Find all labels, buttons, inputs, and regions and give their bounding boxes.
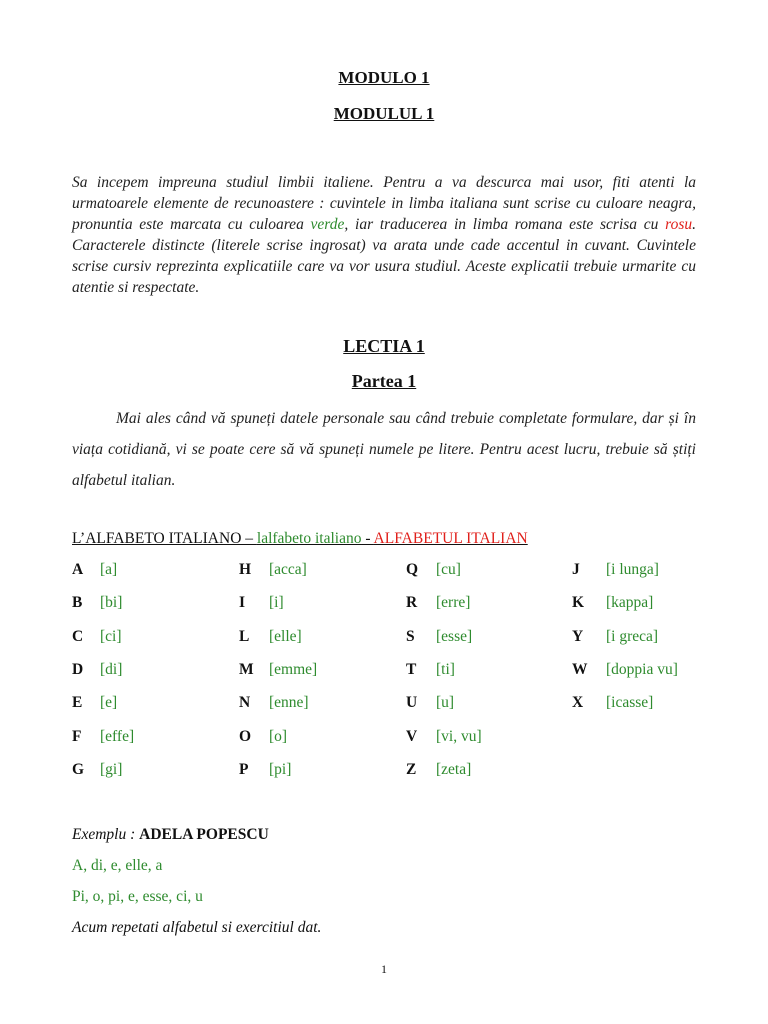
alphabet-letter: T (406, 660, 417, 678)
alphabet-entry (406, 661, 455, 679)
alphabet-entry (239, 628, 302, 646)
alphabet-entry (406, 728, 482, 746)
alphabet-pronunciation: [pi] (269, 760, 292, 778)
intro-text-3: . Caracterele distincte (literele scrise ingrosat) va arata unde cade accentul in cuvant. Cuvintele scrise cursiv reprezinta explicatiile care va vor usura studiul. Aceste explicatii trebuie urmarite cu atentie si respectate. (72, 216, 697, 296)
alphabet-entry (406, 761, 471, 779)
alphabet-letter: Q (406, 561, 419, 578)
example-line (72, 826, 269, 844)
alphabet-letter: S (406, 627, 415, 645)
alphabet-entry (239, 561, 307, 579)
alphabet-letter: F (72, 727, 82, 745)
alphabet-entry (72, 628, 122, 646)
alphabet-letter: E (72, 694, 83, 712)
alphabet-pronunciation: [esse] (436, 627, 473, 645)
alphabet-entry (72, 694, 117, 712)
alphabet-title-it: L’ALFABETO ITALIANO – (72, 530, 257, 547)
alphabet-letter: P (239, 760, 249, 778)
alphabet-letter: O (239, 727, 252, 745)
alphabet-entry (406, 694, 454, 712)
alphabet-letter: L (239, 627, 250, 645)
alphabet-entry (72, 561, 117, 579)
alphabet-pronunciation: [gi] (100, 760, 123, 778)
alphabet-entry (72, 661, 122, 679)
alphabet-letter: C (72, 627, 84, 645)
alphabet-pronunciation: [acca] (269, 561, 307, 578)
alphabet-pronunciation: [bi] (100, 594, 123, 612)
example-spelling-2: Pi, o, pi, e, esse, ci, u (72, 888, 203, 905)
alphabet-letter: V (406, 727, 418, 745)
example-label: Exemplu : (72, 826, 140, 843)
alphabet-letter: J (572, 561, 580, 578)
alphabet-entry (406, 628, 472, 646)
alphabet-entry (572, 694, 653, 712)
example-spelling-1: A, di, e, elle, a (72, 857, 163, 874)
alphabet-pronunciation: [icasse] (606, 694, 654, 712)
alphabet-pronunciation: [vi, vu] (436, 727, 482, 745)
alphabet-letter: Y (572, 627, 584, 645)
alphabet-entry (406, 561, 461, 579)
alphabet-entry (72, 728, 134, 746)
alphabet-entry (72, 594, 122, 612)
alphabet-letter: H (239, 561, 252, 578)
alphabet-title-ro: ALFABETUL ITALIAN (373, 530, 528, 547)
alphabet-pronunciation: [cu] (436, 561, 461, 578)
alphabet-entry (239, 728, 287, 746)
lesson-paragraph: Mai ales când vă spuneți datele personale sau când trebuie completate formulare, dar și în viața cotidiană, vi se poate cere să vă spuneți numele pe litere. Pentru acest lucru, trebuie să știți alfabetul italian. (72, 410, 696, 489)
page-number: 1 (381, 962, 387, 976)
alphabet-pronunciation: [enne] (269, 694, 309, 712)
alphabet-letter: Z (406, 760, 417, 778)
example-instruction: Acum repetati alfabetul si exercitiul dat. (72, 919, 322, 936)
alphabet-pronunciation: [doppia vu] (606, 660, 678, 678)
alphabet-pronunciation: [erre] (436, 594, 471, 612)
alphabet-letter: A (72, 561, 84, 578)
alphabet-pronunciation: [kappa] (606, 594, 654, 612)
lesson-subtitle: Partea 1 (351, 371, 417, 391)
alphabet-entry (72, 761, 122, 779)
alphabet-entry (572, 628, 658, 646)
alphabet-pronunciation: [a] (100, 561, 118, 578)
alphabet-title-sep: - (361, 530, 374, 547)
alphabet-letter: W (572, 660, 588, 678)
alphabet-pronunciation: [i] (269, 594, 284, 612)
alphabet-entry (406, 594, 470, 612)
alphabet-letter: M (239, 660, 254, 678)
alphabet-entry (239, 594, 284, 612)
alphabet-pronunciation: [ci] (100, 627, 122, 645)
alphabet-entry (239, 761, 291, 779)
alphabet-title (72, 530, 528, 548)
alphabet-pronunciation: [ti] (436, 660, 455, 678)
alphabet-letter: I (239, 594, 246, 612)
alphabet-letter: K (572, 594, 585, 612)
intro-red-word: rosu (665, 216, 693, 233)
alphabet-letter: D (72, 660, 84, 678)
alphabet-pronunciation: [u] (436, 694, 455, 712)
alphabet-pronunciation: [di] (100, 660, 123, 678)
lesson-title: LECTIA 1 (343, 336, 425, 356)
alphabet-entry (239, 694, 309, 712)
alphabet-title-pron: lalfabeto italiano (256, 530, 362, 547)
alphabet-entry (572, 561, 659, 579)
alphabet-letter: B (72, 594, 83, 612)
alphabet-pronunciation: [i greca] (606, 627, 659, 645)
alphabet-pronunciation: [emme] (269, 660, 318, 678)
alphabet-pronunciation: [e] (100, 694, 118, 712)
alphabet-letter: R (406, 594, 418, 612)
alphabet-pronunciation: [zeta] (436, 760, 472, 778)
alphabet-pronunciation: [effe] (100, 727, 135, 745)
intro-text-1: Sa incepem impreuna studiul limbii italiene. Pentru a va descurca mai usor, fiti atenti la urmatoarele elemente de recunoastere : cuvintele in limba italiana sunt scrise cu culoare neagra, pronuntia este marcata cu culoarea (72, 174, 696, 233)
alphabet-pronunciation: [o] (269, 727, 288, 745)
module-title: MODULO 1 (338, 68, 430, 87)
alphabet-entry (239, 661, 317, 679)
alphabet-letter: U (406, 694, 418, 712)
intro-green-word: verde (310, 216, 345, 233)
alphabet-entry (572, 661, 678, 679)
alphabet-entry (572, 594, 653, 612)
alphabet-letter: X (572, 694, 584, 712)
alphabet-letter: N (239, 694, 251, 712)
example-name: ADELA POPESCU (139, 826, 269, 843)
module-title-ro: MODULUL 1 (333, 104, 435, 123)
intro-text-2: , iar traducerea in limba romana este scrisa cu (344, 216, 666, 233)
alphabet-pronunciation: [i lunga] (606, 561, 659, 578)
alphabet-pronunciation: [elle] (269, 627, 302, 645)
intro-paragraph (72, 172, 696, 298)
alphabet-letter: G (72, 760, 85, 778)
